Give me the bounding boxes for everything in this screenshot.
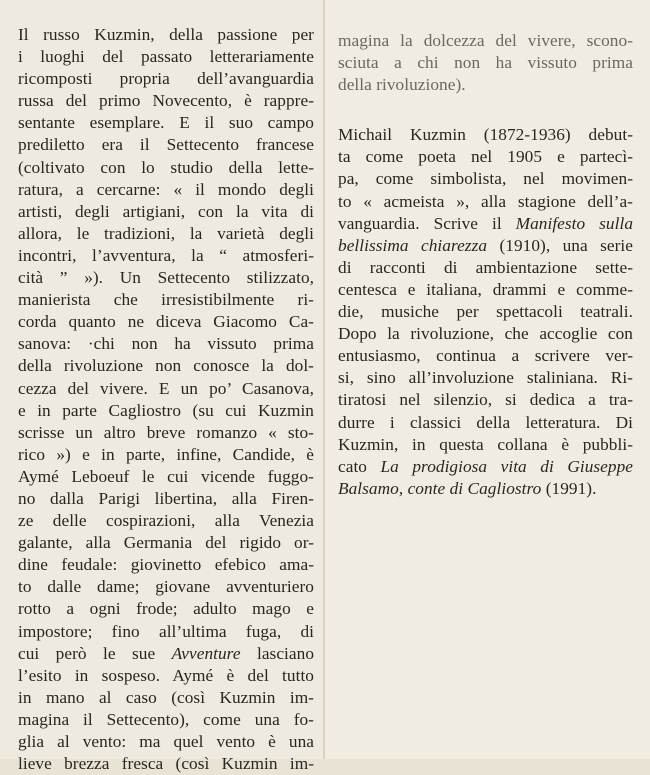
italic-title-fragment: Balsamo, conte di Cagliostro bbox=[338, 478, 542, 498]
text-line: rotto a ogni frode; adulto mago e bbox=[18, 599, 314, 619]
text-fragment: (1910), una serie bbox=[499, 235, 633, 255]
text-line: scrisse un altro breve romanzo « sto- bbox=[18, 422, 314, 442]
text-line: Kuzmin, in questa collana è pubbli- bbox=[338, 434, 633, 454]
text-line: (coltivato con lo studio della lette- bbox=[18, 157, 314, 177]
text-line: to dalle dame; giovane avventuriero bbox=[18, 577, 314, 597]
faded-text-line: della rivoluzione). bbox=[338, 75, 466, 95]
text-line: manierista che irresistibilmente ri- bbox=[18, 290, 314, 310]
text-line: l’esito in sospeso. Aymé è del tutto bbox=[18, 665, 314, 685]
text-line: artisti, degli artigiani, con la vita di bbox=[18, 201, 314, 221]
paragraph-spacer bbox=[338, 96, 633, 124]
text-line: durre i classici della letteratura. Di bbox=[338, 412, 633, 432]
text-line: allora, le tradizioni, la varietà degli bbox=[18, 223, 314, 243]
text-line: della rivoluzione non conosce la dol- bbox=[18, 356, 314, 376]
text-fragment: lasciano bbox=[256, 643, 315, 663]
text-fragment: (1991). bbox=[545, 478, 597, 498]
text-line: incontri, l’avventura, la “ atmosferi- bbox=[18, 245, 314, 265]
text-line: prediletto era il Settecento francese bbox=[18, 135, 314, 155]
text-line: to « acmeista », alla stagione dell’a- bbox=[338, 191, 633, 211]
text-line: Michail Kuzmin (1872-1936) debut- bbox=[338, 125, 633, 145]
text-line: si, sino all’involuzione staliniana. Ri- bbox=[338, 368, 633, 388]
text-line: rico ») e in parte, infine, Candide, è bbox=[18, 444, 314, 464]
italic-title-fragment: La prodigiosa vita di Giuseppe bbox=[380, 456, 633, 476]
text-line: die, musiche per spettacoli teatrali. bbox=[338, 302, 633, 322]
italic-title-fragment: bellissima chiarezza bbox=[338, 235, 488, 255]
text-line: cezza del vivere. E un po’ Casanova, bbox=[18, 378, 314, 398]
text-line: galante, alla Germania del rigido or- bbox=[18, 533, 314, 553]
text-line: i luoghi del passato letterariamente bbox=[18, 47, 314, 67]
text-line: dine feudale: giovinetto efebico ama- bbox=[18, 555, 314, 575]
text-line-with-italic bbox=[338, 235, 633, 257]
text-line: Aymé Leboeuf le cui vicende fuggo- bbox=[18, 466, 314, 486]
text-line: sanova: ·chi non ha vissuto prima bbox=[18, 334, 314, 354]
text-fragment: cui però le sue bbox=[18, 643, 156, 663]
text-line: Il russo Kuzmin, della passione per bbox=[18, 25, 314, 44]
text-line: Dopo la rivoluzione, che accoglie con bbox=[338, 324, 633, 344]
right-text-column bbox=[338, 30, 633, 500]
text-line: lieve brezza fresca (così Kuzmin im- bbox=[18, 754, 314, 774]
faded-text-line: sciuta a chi non ha vissuto prima bbox=[338, 53, 633, 73]
text-line-with-italic bbox=[338, 456, 633, 478]
faded-text-line: magina la dolcezza del vivere, scono- bbox=[338, 31, 633, 50]
text-line-with-italic bbox=[338, 213, 633, 235]
text-line: pa, come simbolista, nel movimen- bbox=[338, 169, 633, 189]
text-line-with-italic bbox=[338, 478, 633, 500]
text-line: e in parte Cagliostro (su cui Kuzmin bbox=[18, 400, 314, 420]
text-line: cità ” »). Un Settecento stilizzato, bbox=[18, 268, 314, 288]
text-line: impostore; fino all’ultima fuga, di bbox=[18, 621, 314, 641]
text-line: ze delle cospirazioni, alla Venezia bbox=[18, 511, 314, 531]
italic-title-fragment: Avventure bbox=[171, 643, 241, 663]
text-line: entusiasmo, continua a scrivere ver- bbox=[338, 346, 633, 366]
text-line: ricomposti propria dell’avanguardia bbox=[18, 69, 314, 89]
text-line: russa del primo Novecento, è rappre- bbox=[18, 91, 314, 111]
text-line: glia al vento: ma quel vento è una bbox=[18, 732, 314, 751]
text-line-with-italic bbox=[18, 643, 314, 665]
text-line: ta come poeta nel 1905 e partecì- bbox=[338, 147, 633, 167]
text-line: di racconti di ambientazione sette- bbox=[338, 257, 633, 277]
text-line: in mano al caso (così Kuzmin im- bbox=[18, 687, 314, 707]
text-line: tiratosi nel silenzio, si dedica a tra- bbox=[338, 390, 633, 410]
text-line: ratura, a cercarne: « il mondo degli bbox=[18, 179, 314, 199]
left-text-column bbox=[18, 24, 314, 775]
italic-title-fragment: Manifesto sulla bbox=[515, 213, 634, 233]
text-fragment: vanguardia. Scrive il bbox=[338, 213, 502, 233]
text-line: magina il Settecento), come una fo- bbox=[18, 709, 314, 729]
text-fragment: cato bbox=[338, 456, 367, 476]
text-line: no dalla Parigi libertina, alla Firen- bbox=[18, 488, 314, 508]
text-line: corda quanto ne diceva Giacomo Ca- bbox=[18, 312, 314, 332]
column-divider bbox=[323, 0, 325, 759]
text-line: sentante esemplare. E il suo campo bbox=[18, 113, 314, 133]
text-line: centesca e italiana, drammi e comme- bbox=[338, 279, 633, 299]
